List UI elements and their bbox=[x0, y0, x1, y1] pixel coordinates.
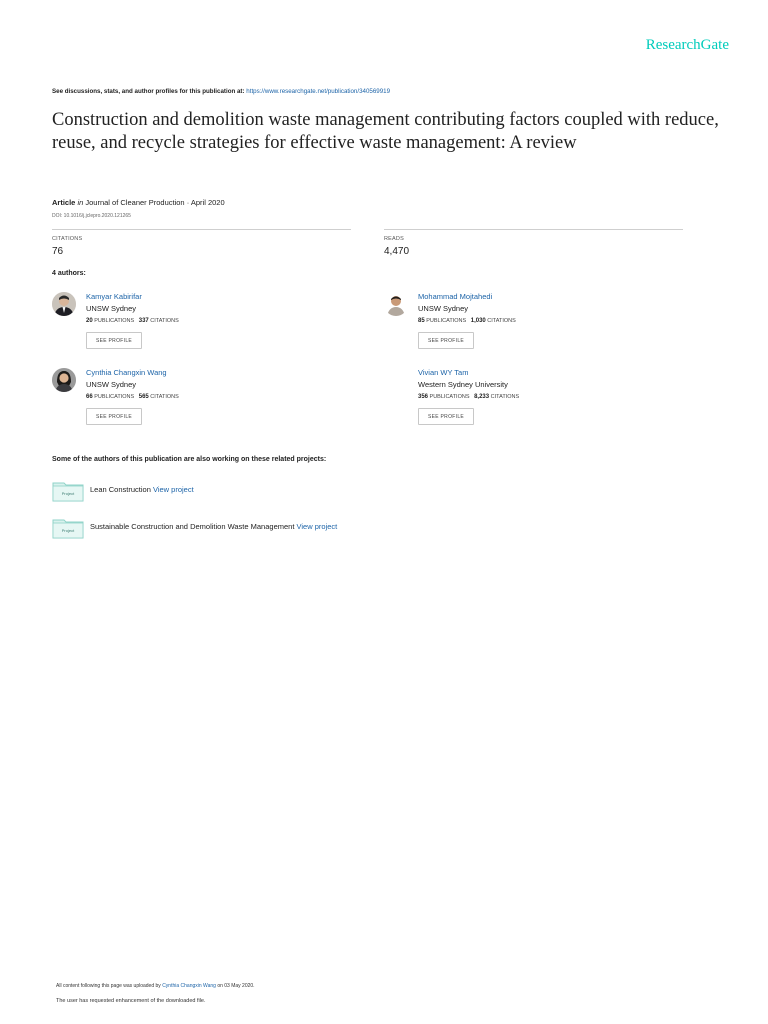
author-name-link[interactable]: Mohammad Mojtahedi bbox=[418, 292, 493, 301]
enhancement-note: The user has requested enhancement of the downloaded file. bbox=[56, 998, 206, 1004]
citations-label: CITATIONS bbox=[487, 318, 516, 324]
divider-reads bbox=[384, 229, 683, 230]
see-profile-button[interactable]: SEE PROFILE bbox=[86, 408, 142, 425]
author-citations-count: 565 bbox=[138, 394, 149, 400]
project-folder-icon bbox=[52, 517, 84, 539]
author-citations-count: 1,030 bbox=[470, 318, 486, 324]
author-stats bbox=[86, 318, 179, 324]
author-card bbox=[384, 292, 684, 362]
author-publications-count: 85 bbox=[418, 318, 425, 324]
author-card bbox=[384, 368, 684, 438]
uploader-link[interactable]: Cynthia Changxin Wang bbox=[162, 983, 216, 989]
upload-note bbox=[56, 983, 255, 989]
see-profile-button[interactable]: SEE PROFILE bbox=[418, 408, 474, 425]
author-stats bbox=[418, 394, 519, 400]
author-stats bbox=[418, 318, 516, 324]
citations-label: CITATIONS bbox=[150, 318, 179, 324]
author-affiliation: UNSW Sydney bbox=[86, 304, 137, 313]
author-affiliation: UNSW Sydney bbox=[418, 304, 469, 313]
meta-separator: · bbox=[184, 198, 191, 207]
publications-label: PUBLICATIONS bbox=[94, 318, 135, 324]
folder-label: Project bbox=[61, 528, 75, 533]
see-profile-button[interactable]: SEE PROFILE bbox=[418, 332, 474, 349]
author-publications-count: 20 bbox=[86, 318, 93, 324]
project-text bbox=[90, 485, 194, 494]
doi[interactable]: DOI: 10.1016/j.jclepro.2020.121265 bbox=[52, 213, 131, 219]
author-affiliation: Western Sydney University bbox=[418, 380, 508, 389]
avatar[interactable] bbox=[52, 368, 76, 392]
journal-name[interactable]: Journal of Cleaner Production bbox=[85, 198, 185, 207]
publication-date: April 2020 bbox=[190, 198, 225, 207]
project-name: Lean Construction bbox=[90, 485, 151, 494]
divider-citations bbox=[52, 229, 351, 230]
author-name-link[interactable]: Kamyar Kabirifar bbox=[86, 292, 142, 301]
author-citations-count: 8,233 bbox=[474, 394, 490, 400]
project-item bbox=[52, 517, 452, 541]
author-card bbox=[52, 368, 352, 438]
publications-label: PUBLICATIONS bbox=[429, 394, 470, 400]
project-name: Sustainable Construction and Demolition Waste Management bbox=[90, 522, 295, 531]
author-name-link[interactable]: Vivian WY Tam bbox=[418, 368, 469, 377]
author-publications-count: 66 bbox=[86, 394, 93, 400]
citations-label: CITATIONS bbox=[52, 236, 83, 242]
author-publications-count: 356 bbox=[418, 394, 429, 400]
in-word: in bbox=[77, 198, 84, 207]
project-folder-icon bbox=[52, 480, 84, 502]
publication-title: Construction and demolition waste management contributing factors coupled with reduce, reuse, and recycle strategies for effective waste management: A review bbox=[52, 110, 719, 153]
researchgate-logo[interactable]: ResearchGate bbox=[645, 37, 729, 53]
project-item bbox=[52, 480, 452, 504]
upload-prefix: All content following this page was uploaded by bbox=[56, 983, 161, 989]
view-project-link[interactable]: View project bbox=[152, 485, 194, 494]
folder-label: Project bbox=[61, 491, 75, 496]
view-project-link[interactable]: View project bbox=[296, 522, 338, 531]
avatar[interactable] bbox=[384, 292, 408, 316]
discussions-line bbox=[52, 88, 390, 95]
upload-suffix: on 03 May 2020. bbox=[217, 983, 255, 989]
author-card bbox=[52, 292, 352, 362]
reads-label: READS bbox=[384, 236, 404, 242]
publication-type: Article bbox=[52, 198, 76, 207]
author-stats bbox=[86, 394, 179, 400]
avatar[interactable] bbox=[52, 292, 76, 316]
author-affiliation: UNSW Sydney bbox=[86, 380, 137, 389]
citations-label: CITATIONS bbox=[490, 394, 520, 400]
discussions-text: See discussions, stats, and author profiles for this publication at: bbox=[52, 88, 245, 95]
project-text bbox=[90, 522, 337, 531]
author-name-link[interactable]: Cynthia Changxin Wang bbox=[86, 368, 167, 377]
see-profile-button[interactable]: SEE PROFILE bbox=[86, 332, 142, 349]
author-citations-count: 337 bbox=[138, 318, 149, 324]
publication-meta bbox=[52, 198, 225, 207]
reads-value: 4,470 bbox=[384, 246, 410, 257]
authors-label: 4 authors: bbox=[52, 270, 86, 277]
publications-label: PUBLICATIONS bbox=[426, 318, 467, 324]
publication-url-link[interactable]: https://www.researchgate.net/publication/340569919 bbox=[246, 88, 391, 95]
citations-label: CITATIONS bbox=[150, 394, 179, 400]
citations-value: 76 bbox=[52, 246, 64, 257]
publications-label: PUBLICATIONS bbox=[94, 394, 135, 400]
related-projects-heading: Some of the authors of this publication are also working on these related projects: bbox=[52, 456, 327, 463]
